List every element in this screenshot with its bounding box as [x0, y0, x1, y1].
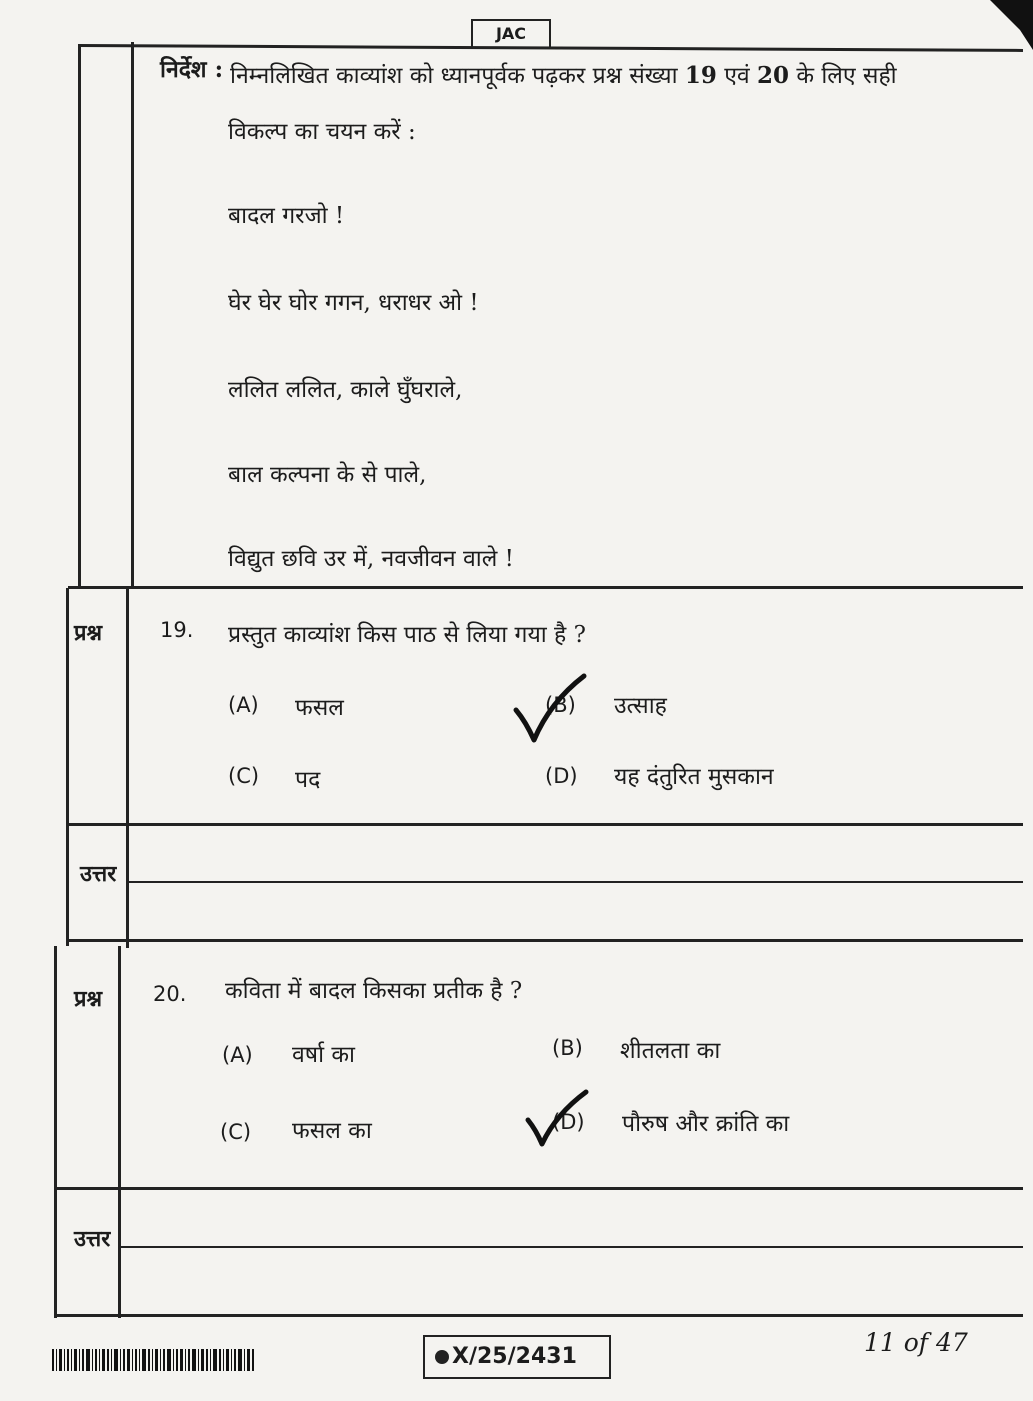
row-divider-passage — [68, 586, 1023, 589]
q20-option-b-letter[interactable]: (B) — [552, 1036, 583, 1060]
table-left-border-lower — [66, 588, 69, 946]
page-number: 11 of 47 — [864, 1328, 968, 1357]
poem-line-3: ललित ललित, काले घुँघराले, — [228, 377, 463, 403]
table-bottom-border — [54, 1314, 1023, 1317]
checkmark-icon-q20 — [522, 1088, 592, 1150]
checkmark-icon-q19 — [510, 672, 590, 747]
q19-option-a-text: फसल — [295, 695, 344, 721]
instruction-text: निम्नलिखित काव्यांश को ध्यानपूर्वक पढ़कर प्रश्न संख्या — [230, 63, 678, 89]
question-number-20: 20. — [153, 982, 187, 1006]
q19-option-c-text: पद — [295, 767, 321, 793]
q19-option-c-letter[interactable]: (C) — [228, 764, 260, 788]
answer-label-20: उत्तर — [74, 1226, 111, 1252]
q19-option-b-text: उत्साह — [614, 693, 667, 719]
q20-option-a-letter[interactable]: (A) — [222, 1043, 253, 1067]
question-text-19: प्रस्तुत काव्यांश किस पाठ से लिया गया है ? — [228, 622, 586, 648]
page-corner-shadow — [990, 0, 1033, 50]
q20-option-d-letter[interactable]: (D) — [552, 1110, 585, 1134]
label-column-divider-low — [118, 946, 121, 1318]
answer-label-19: उत्तर — [80, 861, 117, 887]
question-label-19: प्रश्न — [74, 620, 103, 646]
poem-line-1: बादल गरजो ! — [228, 203, 345, 229]
instruction-text-line1 — [230, 58, 897, 90]
answer-line-q19 — [128, 881, 1023, 883]
table-left-border — [78, 44, 81, 589]
board-label: JAC — [471, 19, 551, 49]
q19-option-d-text: यह दंतुरित मुसकान — [614, 764, 774, 790]
q20-option-c-text: फसल का — [292, 1118, 372, 1144]
row-divider-q19 — [68, 823, 1023, 826]
instruction-label: निर्देश : — [160, 56, 224, 83]
instruction-text-line2: विकल्प का चयन करें : — [228, 119, 416, 145]
question-num-19-ref: 19 — [684, 62, 717, 89]
barcode-icon — [52, 1349, 256, 1371]
table-left-border-bottom — [54, 946, 57, 1318]
poem-line-4: बाल कल्पना के से पाले, — [228, 462, 427, 488]
q20-option-a-text: वर्षा का — [292, 1042, 355, 1068]
question-label-20: प्रश्न — [74, 986, 103, 1012]
question-text-20: कविता में बादल किसका प्रतीक है ? — [225, 978, 523, 1004]
q19-option-a-letter[interactable]: (A) — [228, 693, 259, 717]
question-num-20-ref: 20 — [757, 62, 790, 89]
poem-line-2: घेर घेर घोर गगन, धराधर ओ ! — [228, 290, 479, 316]
row-divider-answer19 — [66, 939, 1023, 942]
label-column-divider-mid — [126, 588, 129, 948]
q19-option-d-letter[interactable]: (D) — [545, 764, 578, 788]
row-divider-q20 — [56, 1187, 1023, 1190]
q20-option-c-letter[interactable]: (C) — [220, 1120, 252, 1144]
poem-line-5: विद्युत छवि उर में, नवजीवन वाले ! — [228, 546, 514, 572]
question-number-19: 19. — [160, 618, 194, 642]
instruction-end: के लिए सही — [796, 63, 897, 89]
instruction-mid: एवं — [724, 63, 750, 89]
paper-code-box — [423, 1335, 611, 1379]
label-column-divider — [131, 42, 134, 589]
q20-option-b-text: शीतलता का — [620, 1038, 721, 1064]
q20-option-d-text: पौरुष और क्रांति का — [622, 1111, 790, 1137]
bullet-icon — [435, 1350, 449, 1364]
q19-option-b-letter[interactable]: (B) — [545, 693, 576, 717]
answer-line-q20 — [118, 1246, 1023, 1248]
paper-code: X/25/2431 — [452, 1344, 577, 1369]
